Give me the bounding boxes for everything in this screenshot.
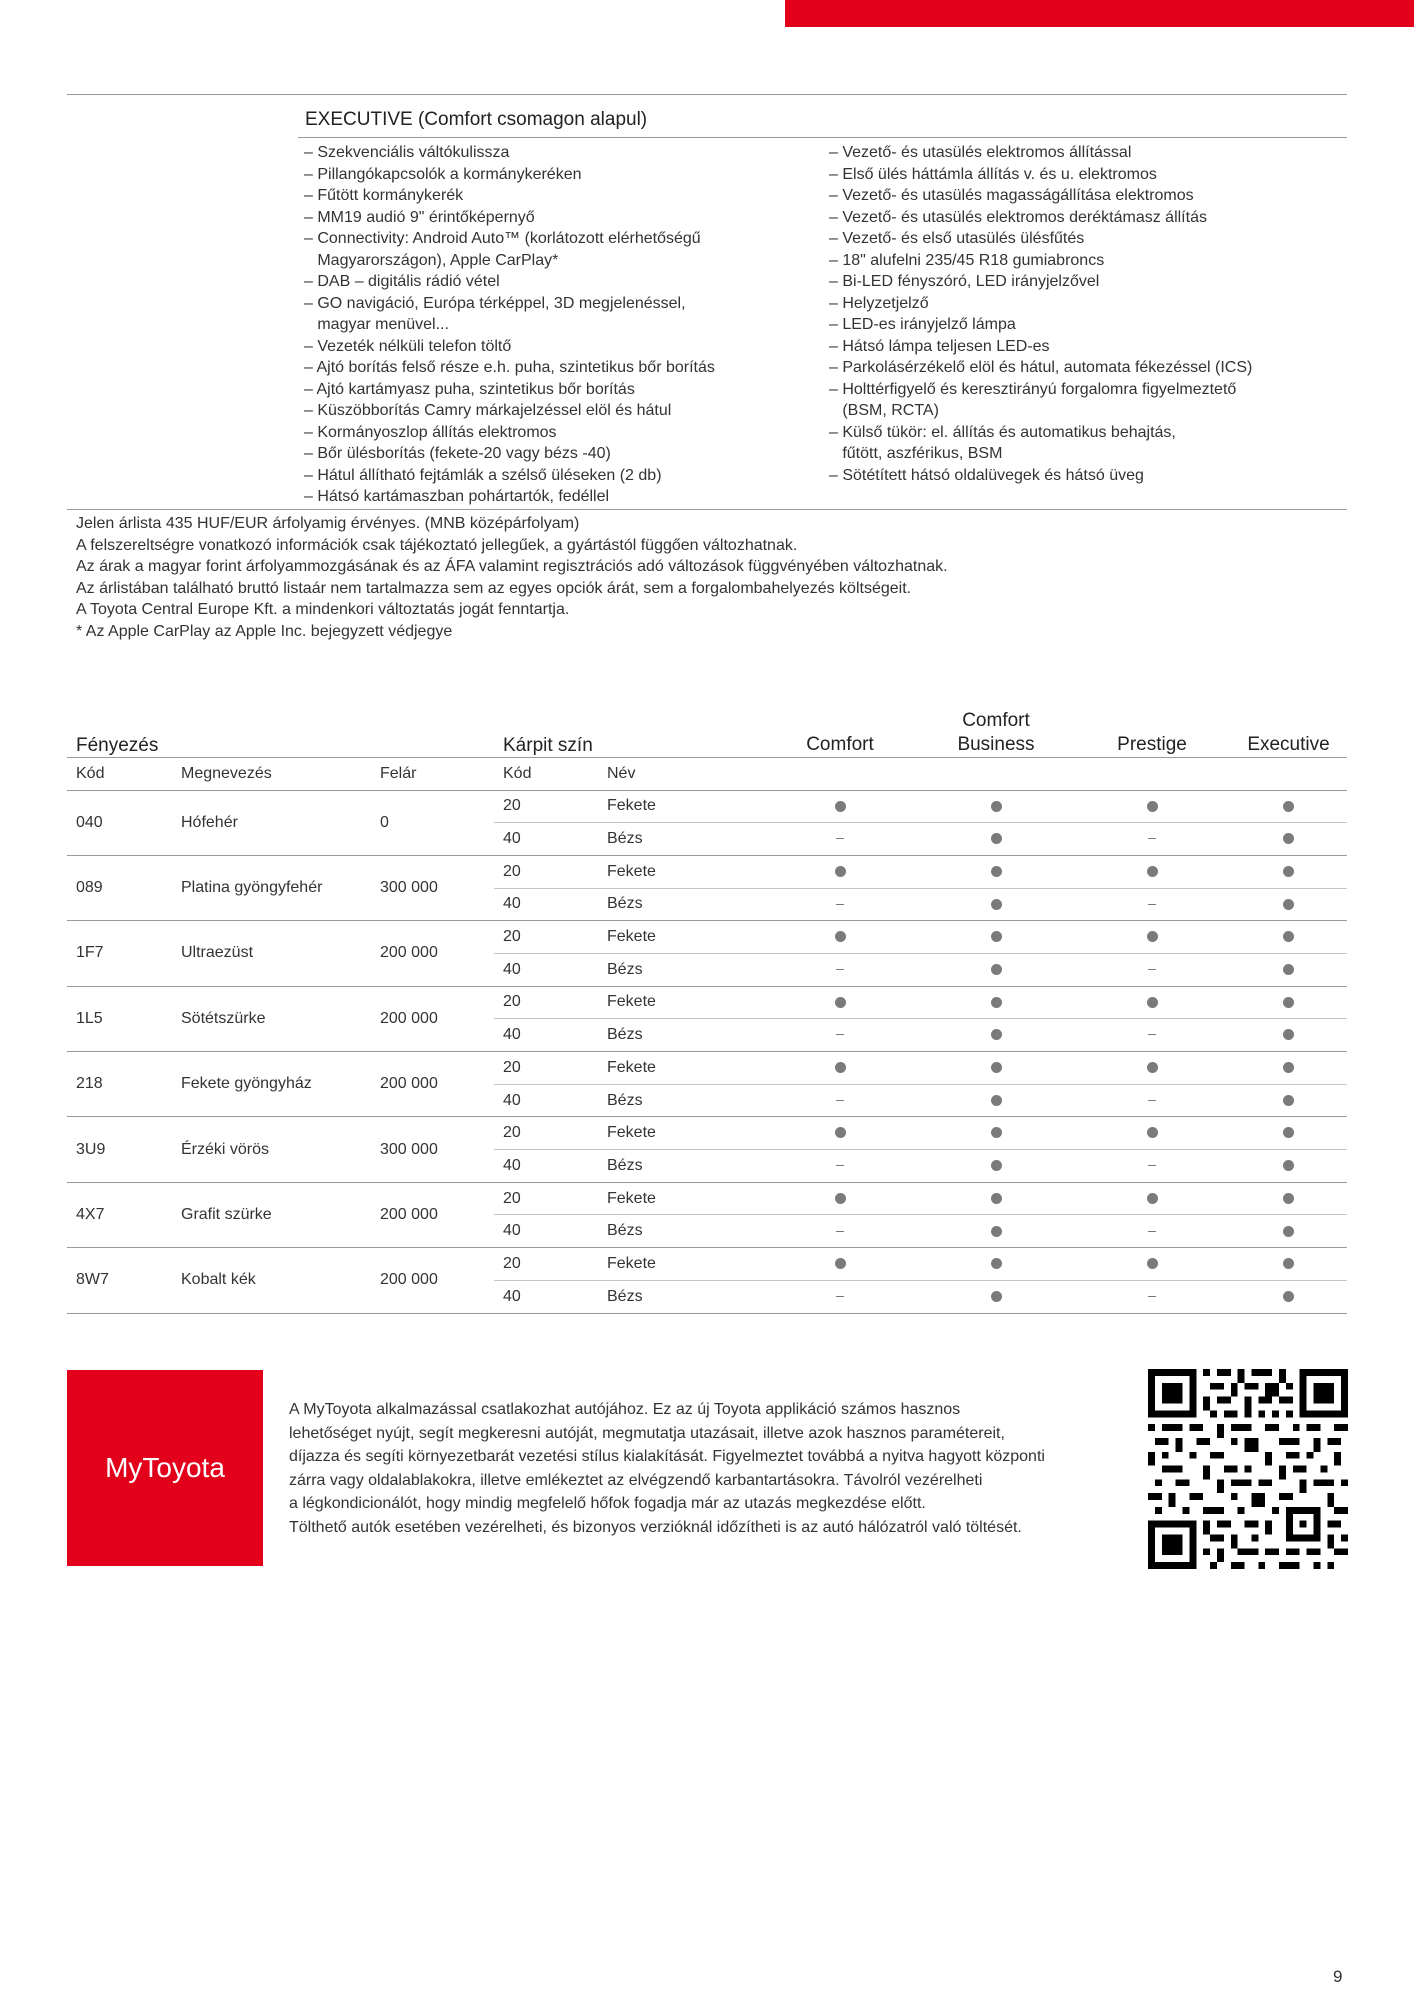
paint-name: Fekete gyöngyház	[181, 1052, 380, 1117]
paint-code: 218	[67, 1052, 181, 1117]
availability-prestige	[1074, 986, 1230, 1019]
feature-item: – Fűtött kormánykerék	[304, 187, 464, 204]
standard-dot-icon	[991, 899, 1002, 910]
standard-dot-icon	[1283, 801, 1294, 812]
upholstery-name: Bézs	[607, 953, 762, 986]
not-available-dash-icon	[836, 904, 844, 905]
upholstery-name: Bézs	[607, 823, 762, 856]
upholstery-name: Bézs	[607, 1150, 762, 1183]
table-row	[67, 1052, 1347, 1085]
upholstery-name: Fekete	[607, 1052, 762, 1085]
package-title: EXECUTIVE (Comfort csomagon alapul)	[305, 109, 648, 130]
upholstery-name: Fekete	[607, 986, 762, 1019]
not-available-dash-icon	[1148, 838, 1156, 839]
feature-item: Magyarországon), Apple CarPlay*	[304, 251, 559, 269]
standard-dot-icon	[1147, 931, 1158, 942]
availability-comfort-business	[918, 1182, 1074, 1215]
standard-dot-icon	[1147, 1258, 1158, 1269]
upholstery-code: 20	[494, 855, 607, 888]
upholstery-code: 20	[494, 1117, 607, 1150]
table-row	[67, 1182, 1347, 1215]
availability-prestige	[1074, 1280, 1230, 1313]
standard-dot-icon	[991, 997, 1002, 1008]
availability-comfort-business	[918, 1052, 1074, 1085]
table-row	[67, 1117, 1347, 1150]
header-spacer	[762, 757, 1347, 790]
availability-comfort-business	[918, 921, 1074, 954]
standard-dot-icon	[835, 801, 846, 812]
comfort-business-header-line2: Business	[957, 733, 1035, 755]
availability-comfort	[762, 888, 918, 921]
not-available-dash-icon	[1148, 904, 1156, 905]
standard-dot-icon	[1147, 801, 1158, 812]
availability-prestige	[1074, 1019, 1230, 1052]
description-line: a légkondicionálót, hogy mindig megfelelő hőfok fogadja már az utazás megkezdése előtt.	[289, 1495, 926, 1512]
availability-comfort	[762, 1150, 918, 1183]
not-available-dash-icon	[836, 1231, 844, 1232]
not-available-dash-icon	[1148, 1231, 1156, 1232]
upholstery-code: 40	[494, 1084, 607, 1117]
comfort-business-header-line1: Comfort	[962, 709, 1030, 731]
description-line: Tölthető autók esetében vezérelheti, és bizonyos verzióknál időzítheti is az autó hálózatról való töltését.	[289, 1518, 1022, 1536]
col-uph-name-header: Név	[607, 757, 762, 790]
paint-price: 200 000	[380, 1248, 494, 1313]
paint-header: Fényezés	[67, 700, 494, 757]
mytoyota-label: MyToyota	[105, 1452, 225, 1483]
standard-dot-icon	[835, 931, 846, 942]
standard-dot-icon	[991, 1258, 1002, 1269]
standard-dot-icon	[991, 833, 1002, 844]
availability-comfort-business	[918, 790, 1074, 823]
availability-prestige	[1074, 1117, 1230, 1150]
availability-comfort-business	[918, 1019, 1074, 1052]
feature-item: – Connectivity: Android Auto™ (korlátozott elérhetőségű	[304, 230, 701, 247]
upholstery-code: 20	[494, 1248, 607, 1281]
availability-executive	[1230, 1117, 1347, 1150]
upholstery-name: Bézs	[607, 1019, 762, 1052]
standard-dot-icon	[1283, 931, 1294, 942]
standard-dot-icon	[1283, 866, 1294, 877]
availability-comfort	[762, 1052, 918, 1085]
not-available-dash-icon	[1148, 1165, 1156, 1166]
availability-prestige	[1074, 1182, 1230, 1215]
upholstery-code: 40	[494, 953, 607, 986]
upholstery-name: Fekete	[607, 1248, 762, 1281]
standard-dot-icon	[1283, 1160, 1294, 1171]
availability-prestige	[1074, 1215, 1230, 1248]
comfort-header: Comfort	[762, 700, 918, 757]
standard-dot-icon	[1147, 997, 1158, 1008]
availability-comfort-business	[918, 823, 1074, 856]
paint-price: 300 000	[380, 855, 494, 920]
feature-item: – Vezeték nélküli telefon töltő	[304, 337, 512, 355]
upholstery-name: Fekete	[607, 921, 762, 954]
feature-item: – LED-es irányjelző lámpa	[829, 316, 1016, 333]
standard-dot-icon	[1283, 1029, 1294, 1040]
upholstery-code: 20	[494, 921, 607, 954]
feature-item: – Sötétített hátsó oldalüvegek és hátsó üveg	[829, 466, 1144, 484]
availability-prestige	[1074, 888, 1230, 921]
upholstery-code: 20	[494, 1182, 607, 1215]
feature-item: – Vezető- és utasülés elektromos deréktámasz állítás	[829, 208, 1207, 226]
paint-code: 089	[67, 855, 181, 920]
standard-dot-icon	[991, 866, 1002, 877]
paint-code: 8W7	[67, 1248, 181, 1313]
not-available-dash-icon	[1148, 969, 1156, 970]
description-line: A MyToyota alkalmazással csatlakozhat autójához. Ez az új Toyota applikáció számos hasznos	[289, 1401, 961, 1418]
not-available-dash-icon	[836, 1296, 844, 1297]
qr-code-icon[interactable]	[1148, 1369, 1348, 1569]
standard-dot-icon	[1283, 1095, 1294, 1106]
standard-dot-icon	[1283, 833, 1294, 844]
upholstery-code: 40	[494, 823, 607, 856]
standard-dot-icon	[835, 1193, 846, 1204]
availability-prestige	[1074, 953, 1230, 986]
standard-dot-icon	[1283, 1062, 1294, 1073]
availability-comfort-business	[918, 1215, 1074, 1248]
availability-prestige	[1074, 1052, 1230, 1085]
standard-dot-icon	[1147, 866, 1158, 877]
availability-comfort-business	[918, 1117, 1074, 1150]
not-available-dash-icon	[836, 838, 844, 839]
paint-code: 4X7	[67, 1182, 181, 1247]
col-price-header: Felár	[380, 757, 494, 790]
paint-upholstery-table	[67, 700, 1347, 1314]
not-available-dash-icon	[836, 1034, 844, 1035]
upholstery-name: Bézs	[607, 1280, 762, 1313]
table-row	[67, 921, 1347, 954]
standard-dot-icon	[1283, 1258, 1294, 1269]
standard-dot-icon	[835, 866, 846, 877]
upholstery-code: 20	[494, 1052, 607, 1085]
availability-comfort	[762, 1248, 918, 1281]
availability-prestige	[1074, 823, 1230, 856]
availability-comfort	[762, 790, 918, 823]
paint-price: 200 000	[380, 1182, 494, 1247]
mytoyota-description	[289, 1398, 1109, 1539]
col-code-header: Kód	[67, 757, 181, 790]
paint-code: 040	[67, 790, 181, 855]
availability-prestige	[1074, 1150, 1230, 1183]
standard-dot-icon	[835, 1127, 846, 1138]
feature-item: – Bi-LED fényszóró, LED irányjelzővel	[829, 273, 1100, 290]
standard-dot-icon	[835, 1258, 846, 1269]
paint-name: Platina gyöngyfehér	[181, 855, 380, 920]
availability-comfort	[762, 986, 918, 1019]
paint-name: Sötétszürke	[181, 986, 380, 1051]
availability-comfort	[762, 1215, 918, 1248]
upholstery-code: 40	[494, 1280, 607, 1313]
feature-item: – 18" alufelni 235/45 R18 gumiabroncs	[829, 251, 1105, 269]
availability-comfort	[762, 823, 918, 856]
standard-dot-icon	[1147, 1193, 1158, 1204]
feature-item: – Vezető- és utasülés magasságállítása elektromos	[829, 187, 1194, 204]
availability-executive	[1230, 1248, 1347, 1281]
upholstery-code: 40	[494, 1150, 607, 1183]
executive-header: Executive	[1230, 700, 1347, 757]
standard-dot-icon	[1147, 1127, 1158, 1138]
feature-item: – Helyzetjelző	[829, 294, 929, 312]
col-uph-code-header: Kód	[494, 757, 607, 790]
availability-executive	[1230, 1019, 1347, 1052]
availability-executive	[1230, 1084, 1347, 1117]
standard-dot-icon	[991, 931, 1002, 942]
availability-executive	[1230, 1052, 1347, 1085]
availability-executive	[1230, 921, 1347, 954]
availability-prestige	[1074, 1084, 1230, 1117]
not-available-dash-icon	[1148, 1034, 1156, 1035]
upholstery-code: 40	[494, 888, 607, 921]
paint-name: Érzéki vörös	[181, 1117, 380, 1182]
availability-comfort-business	[918, 1084, 1074, 1117]
description-line: zárra vagy oldalablakokra, illetve emlékeztet az elvégzendő karbantartásokra. Távolról vezérelheti	[289, 1471, 983, 1489]
feature-item: (BSM, RCTA)	[829, 402, 939, 419]
availability-executive	[1230, 888, 1347, 921]
prestige-header: Prestige	[1074, 700, 1230, 757]
feature-item: – Vezető- és első utasülés ülésfűtés	[829, 230, 1085, 247]
feature-item: – Ajtó kartámyasz puha, szintetikus bőr borítás	[304, 380, 635, 398]
availability-comfort	[762, 1182, 918, 1215]
availability-executive	[1230, 790, 1347, 823]
availability-comfort-business	[918, 855, 1074, 888]
feature-item: – GO navigáció, Európa térképpel, 3D megjelenéssel,	[304, 294, 686, 312]
feature-item: – Hátsó kartámaszban pohártartók, fedéllel	[304, 488, 610, 505]
availability-prestige	[1074, 855, 1230, 888]
feature-item: – Ajtó borítás felső része e.h. puha, szintetikus bőr borítás	[304, 359, 715, 376]
availability-comfort	[762, 953, 918, 986]
standard-dot-icon	[991, 801, 1002, 812]
top-divider	[67, 94, 1347, 95]
note-line: * Az Apple CarPlay az Apple Inc. bejegyzett védjegye	[76, 622, 453, 640]
standard-dot-icon	[1283, 1193, 1294, 1204]
feature-item: – Hátsó lámpa teljesen LED-es	[829, 337, 1050, 355]
availability-executive	[1230, 1182, 1347, 1215]
package-title-divider	[298, 137, 1347, 138]
availability-comfort-business	[918, 986, 1074, 1019]
standard-dot-icon	[835, 997, 846, 1008]
feature-item: – MM19 audió 9" érintőképernyő	[304, 208, 535, 226]
table-row	[67, 855, 1347, 888]
not-available-dash-icon	[836, 969, 844, 970]
feature-item: – Küszöbborítás Camry márkajelzéssel elöl és hátul	[304, 402, 672, 419]
description-line: díjazza és segíti környezetbarát vezetési stílus kialakítását. Figyelmeztet továbbá a nyitva hagyott központi	[289, 1448, 1045, 1465]
page-number: 9	[1333, 1967, 1343, 1986]
availability-executive	[1230, 1215, 1347, 1248]
feature-item: – Szekvenciális váltókulissza	[304, 144, 510, 161]
feature-item: fűtött, aszférikus, BSM	[829, 445, 1003, 462]
upholstery-code: 40	[494, 1215, 607, 1248]
feature-item: magyar menüvel...	[304, 316, 449, 333]
package-features-left	[304, 142, 804, 508]
standard-dot-icon	[991, 1160, 1002, 1171]
availability-comfort-business	[918, 1280, 1074, 1313]
feature-item: – DAB – digitális rádió vétel	[304, 273, 500, 290]
availability-executive	[1230, 953, 1347, 986]
standard-dot-icon	[1283, 964, 1294, 975]
standard-dot-icon	[1283, 997, 1294, 1008]
upholstery-name: Bézs	[607, 888, 762, 921]
feature-item: – Első ülés háttámla állítás v. és u. elektromos	[829, 165, 1157, 183]
standard-dot-icon	[1283, 1127, 1294, 1138]
standard-dot-icon	[1283, 899, 1294, 910]
availability-comfort	[762, 1280, 918, 1313]
col-name-header: Megnevezés	[181, 757, 380, 790]
feature-item: – Hátul állítható fejtámlák a szélső üléseken (2 db)	[304, 466, 662, 484]
upholstery-code: 20	[494, 790, 607, 823]
standard-dot-icon	[991, 1291, 1002, 1302]
note-line: Az árlistában található bruttó listaár nem tartalmazza sem az egyes opciók árát, sem a forgalombahelyezés költségeit.	[76, 579, 912, 597]
feature-item: – Holttérfigyelő és keresztirányú forgalomra figyelmeztető	[829, 380, 1237, 398]
paint-code: 3U9	[67, 1117, 181, 1182]
brand-accent-tab	[785, 0, 1414, 27]
table-row	[67, 790, 1347, 823]
table-row	[67, 986, 1347, 1019]
standard-dot-icon	[1283, 1291, 1294, 1302]
availability-executive	[1230, 855, 1347, 888]
standard-dot-icon	[991, 1095, 1002, 1106]
availability-comfort	[762, 1019, 918, 1052]
note-line: Jelen árlista 435 HUF/EUR árfolyamig érvényes. (MNB középárfolyam)	[76, 515, 580, 532]
paint-price: 200 000	[380, 921, 494, 986]
paint-price: 200 000	[380, 1052, 494, 1117]
availability-comfort	[762, 1117, 918, 1150]
standard-dot-icon	[991, 1193, 1002, 1204]
not-available-dash-icon	[836, 1100, 844, 1101]
paint-name: Hófehér	[181, 790, 380, 855]
standard-dot-icon	[835, 1062, 846, 1073]
availability-prestige	[1074, 921, 1230, 954]
features-bottom-divider	[67, 509, 1347, 510]
upholstery-name: Fekete	[607, 855, 762, 888]
table-row	[67, 1248, 1347, 1281]
upholstery-name: Fekete	[607, 1117, 762, 1150]
upholstery-code: 20	[494, 986, 607, 1019]
feature-item: – Parkolásérzékelő elöl és hátul, automata fékezéssel (ICS)	[829, 359, 1253, 376]
availability-prestige	[1074, 1248, 1230, 1281]
standard-dot-icon	[991, 964, 1002, 975]
note-line: A Toyota Central Europe Kft. a mindenkori változtatás jogát fenntartja.	[76, 601, 570, 618]
feature-item: – Kormányoszlop állítás elektromos	[304, 423, 557, 441]
description-line: lehetőséget nyújt, segít megkeresni autóját, megmutatja utazásait, illetve azok hasznos paramétereit,	[289, 1424, 1005, 1442]
availability-executive	[1230, 1280, 1347, 1313]
standard-dot-icon	[991, 1029, 1002, 1040]
feature-item: – Bőr ülésborítás (fekete-20 vagy bézs -40)	[304, 445, 611, 462]
note-line: A felszereltségre vonatkozó információk csak tájékoztató jellegűek, a gyártástól függően változhatnak.	[76, 536, 798, 554]
availability-comfort	[762, 855, 918, 888]
feature-item: – Pillangókapcsolók a kormánykeréken	[304, 165, 582, 183]
standard-dot-icon	[1283, 1226, 1294, 1237]
not-available-dash-icon	[1148, 1296, 1156, 1297]
upholstery-header: Kárpit szín	[494, 700, 762, 757]
note-line: Az árak a magyar forint árfolyammozgásának és az ÁFA valamint regisztrációs adó változások függvényében változhatnak.	[76, 558, 948, 575]
upholstery-code: 40	[494, 1019, 607, 1052]
availability-prestige	[1074, 790, 1230, 823]
availability-comfort-business	[918, 888, 1074, 921]
paint-price: 300 000	[380, 1117, 494, 1182]
standard-dot-icon	[991, 1127, 1002, 1138]
not-available-dash-icon	[1148, 1100, 1156, 1101]
availability-executive	[1230, 1150, 1347, 1183]
paint-price: 0	[380, 790, 494, 855]
comfort-business-header	[918, 700, 1074, 757]
feature-item: – Külső tükör: el. állítás és automatikus behajtás,	[829, 423, 1176, 441]
upholstery-name: Fekete	[607, 790, 762, 823]
availability-comfort-business	[918, 1248, 1074, 1281]
upholstery-name: Bézs	[607, 1084, 762, 1117]
upholstery-name: Fekete	[607, 1182, 762, 1215]
standard-dot-icon	[991, 1062, 1002, 1073]
package-features-right	[829, 142, 1349, 486]
availability-comfort-business	[918, 1150, 1074, 1183]
feature-item: – Vezető- és utasülés elektromos állítással	[829, 144, 1132, 161]
mytoyota-badge	[67, 1370, 263, 1566]
availability-comfort	[762, 1084, 918, 1117]
availability-executive	[1230, 823, 1347, 856]
upholstery-name: Bézs	[607, 1215, 762, 1248]
paint-name: Ultraezüst	[181, 921, 380, 986]
availability-comfort-business	[918, 953, 1074, 986]
paint-code: 1L5	[67, 986, 181, 1051]
paint-code: 1F7	[67, 921, 181, 986]
availability-executive	[1230, 986, 1347, 1019]
paint-price: 200 000	[380, 986, 494, 1051]
paint-name: Kobalt kék	[181, 1248, 380, 1313]
not-available-dash-icon	[836, 1165, 844, 1166]
standard-dot-icon	[991, 1226, 1002, 1237]
standard-dot-icon	[1147, 1062, 1158, 1073]
paint-name: Grafit szürke	[181, 1182, 380, 1247]
availability-comfort	[762, 921, 918, 954]
disclaimer-notes	[76, 513, 948, 642]
